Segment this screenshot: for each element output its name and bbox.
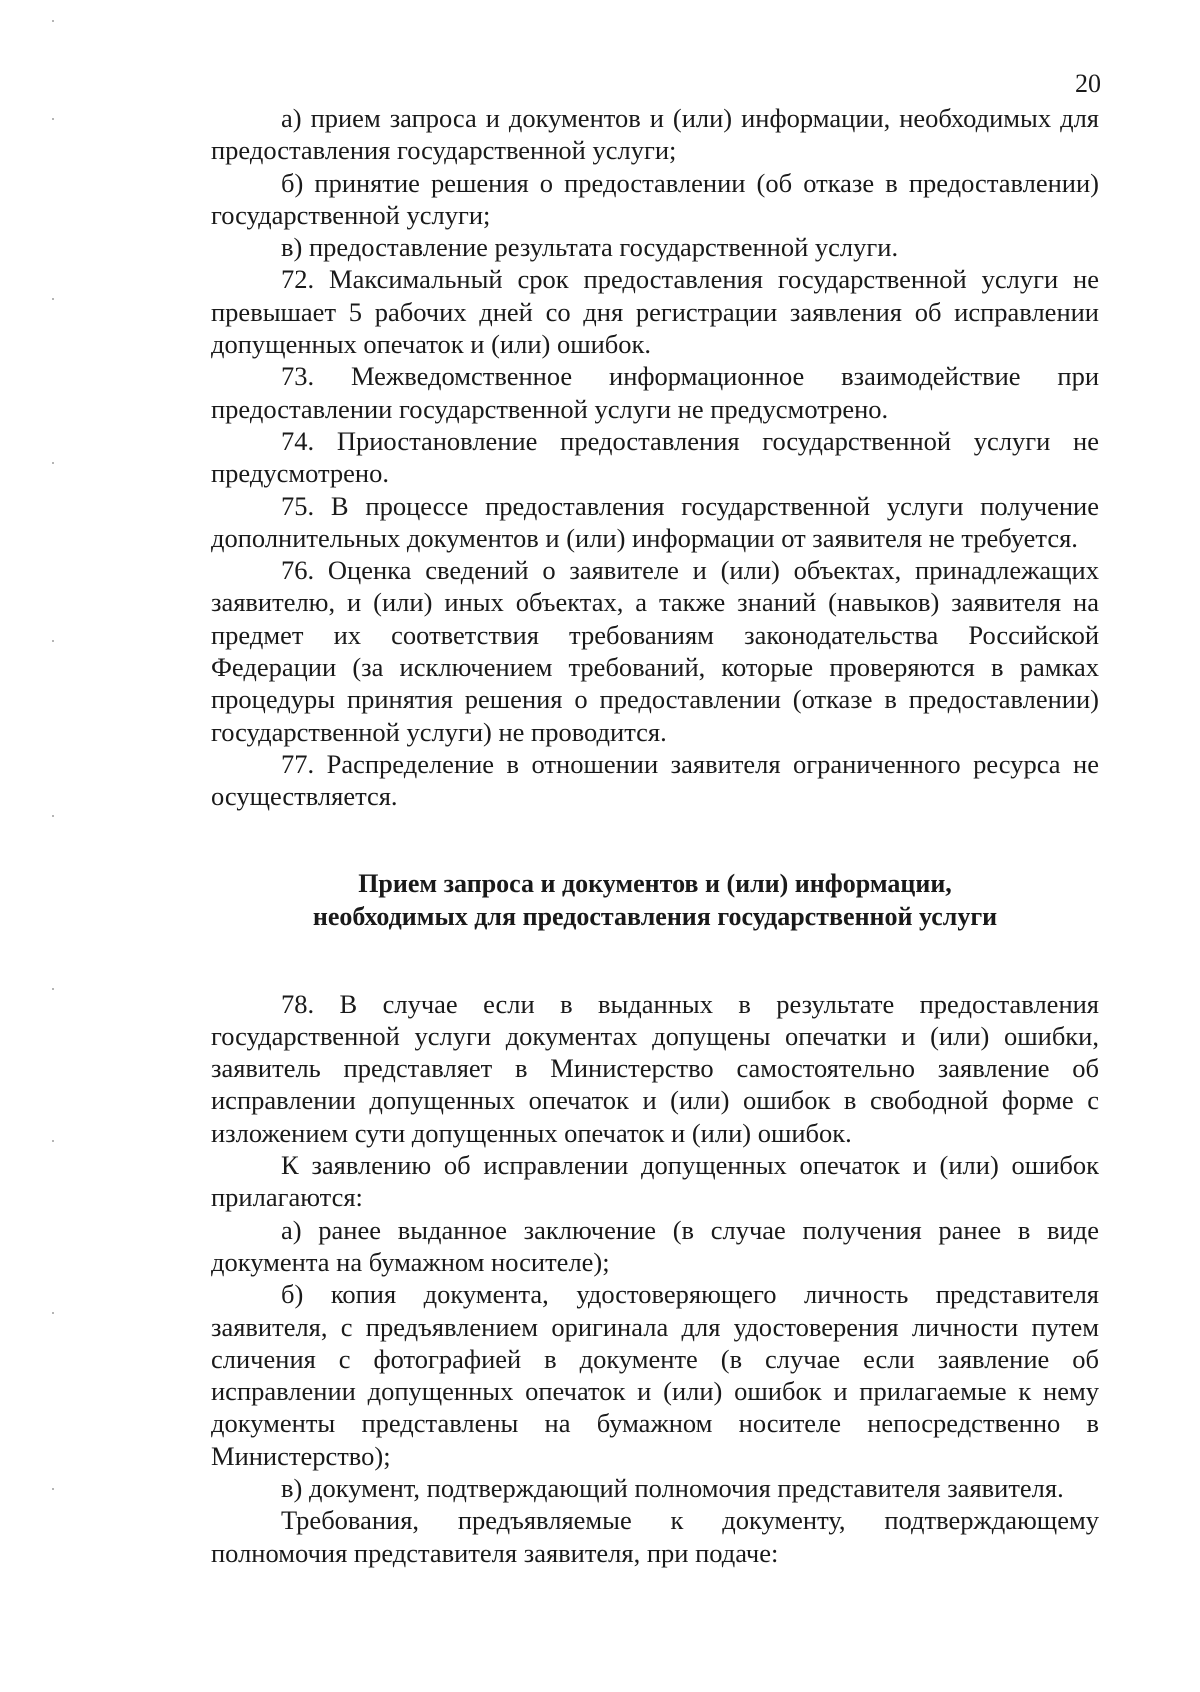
paragraph-attachments-intro: К заявлению об исправлении допущенных опечаток и (или) ошибок прилагаются: [211,1150,1099,1213]
paragraph-requirements: Требования, предъявляемые к документу, подтверждающему полномочия представителя заявителя, при подаче: [211,1505,1099,1568]
scan-mark [52,462,54,464]
scan-mark [52,640,54,642]
paragraph-77: 77. Распределение в отношении заявителя ограниченного ресурса не осуществляется. [211,748,1099,812]
scan-mark [52,1140,54,1142]
document-body [211,102,1099,1569]
spacer [211,813,1099,867]
paragraph-72: 72. Максимальный срок предоставления государственной услуги не превышает 5 рабочих дней со дня регистрации заявления об исправлении допущенных опечаток и (или) ошибок. [211,264,1099,360]
scan-mark [52,298,54,300]
paragraph-73: 73. Межведомственное информационное взаимодействие при предоставлении государственной услуги не предусмотрено. [211,361,1099,424]
paragraph-76: 76. Оценка сведений о заявителе и (или) объектах, принадлежащих заявителю, и (или) иных объектах, а также знаний (навыков) заявителя на предмет их соответствия требованиям законодательства Российской Федерации (за исключением требований, которые проверяются в рамках процедуры принятия решения о предоставлении (отказе в предоставлении) государственной услуги) не проводится. [211,555,1099,747]
section-heading-line-1: Прием запроса и документов и (или) информации, [358,868,952,898]
section-heading [211,867,1099,933]
paragraph-attachment-b: б) копия документа, удостоверяющего личность представителя заявителя, с предъявлением оригинала для удостоверения личности путем сличения с фотографией в документе (в случае если заявление об исправлении допущенных опечаток и (или) ошибок и прилагаемые к нему документы представлены на бумажном носителе непосредственно в Министерство); [211,1279,1099,1471]
section-heading-line-2: необходимых для предоставления государственной услуги [312,901,998,931]
paragraph-75: 75. В процессе предоставления государственной услуги получение дополнительных документов и (или) информации от заявителя не требуется. [211,490,1099,553]
paragraph-item-b: б) принятие решения о предоставлении (об отказе в предоставлении) государственной услуги; [211,167,1099,230]
scan-mark [52,815,54,817]
spacer [211,933,1099,988]
page-number: 20 [1075,69,1101,98]
paragraph-item-v: в) предоставление результата государственной услуги. [281,232,899,263]
paragraph-attachment-v: в) документ, подтверждающий полномочия представителя заявителя. [281,1472,1064,1503]
paragraph-78: 78. В случае если в выданных в результате предоставления государственной услуги документах допущены опечатки и (или) ошибки, заявитель представляет в Министерство самостоятельно заявление об исправлении допущенных опечаток и (или) ошибок в свободной форме с изложением сути допущенных опечаток и (или) ошибок. [211,988,1099,1148]
scan-mark [52,20,54,22]
scan-mark [52,988,54,990]
scan-mark [52,118,54,120]
paragraph-74: 74. Приостановление предоставления государственной услуги не предусмотрено. [211,425,1099,489]
scan-mark [52,1312,54,1314]
paragraph-attachment-a: а) ранее выданное заключение (в случае получения ранее в виде документа на бумажном носителе); [211,1214,1099,1277]
scan-mark [52,1488,54,1490]
paragraph-item-a: а) прием запроса и документов и (или) информации, необходимых для предоставления государственной услуги; [211,103,1099,166]
